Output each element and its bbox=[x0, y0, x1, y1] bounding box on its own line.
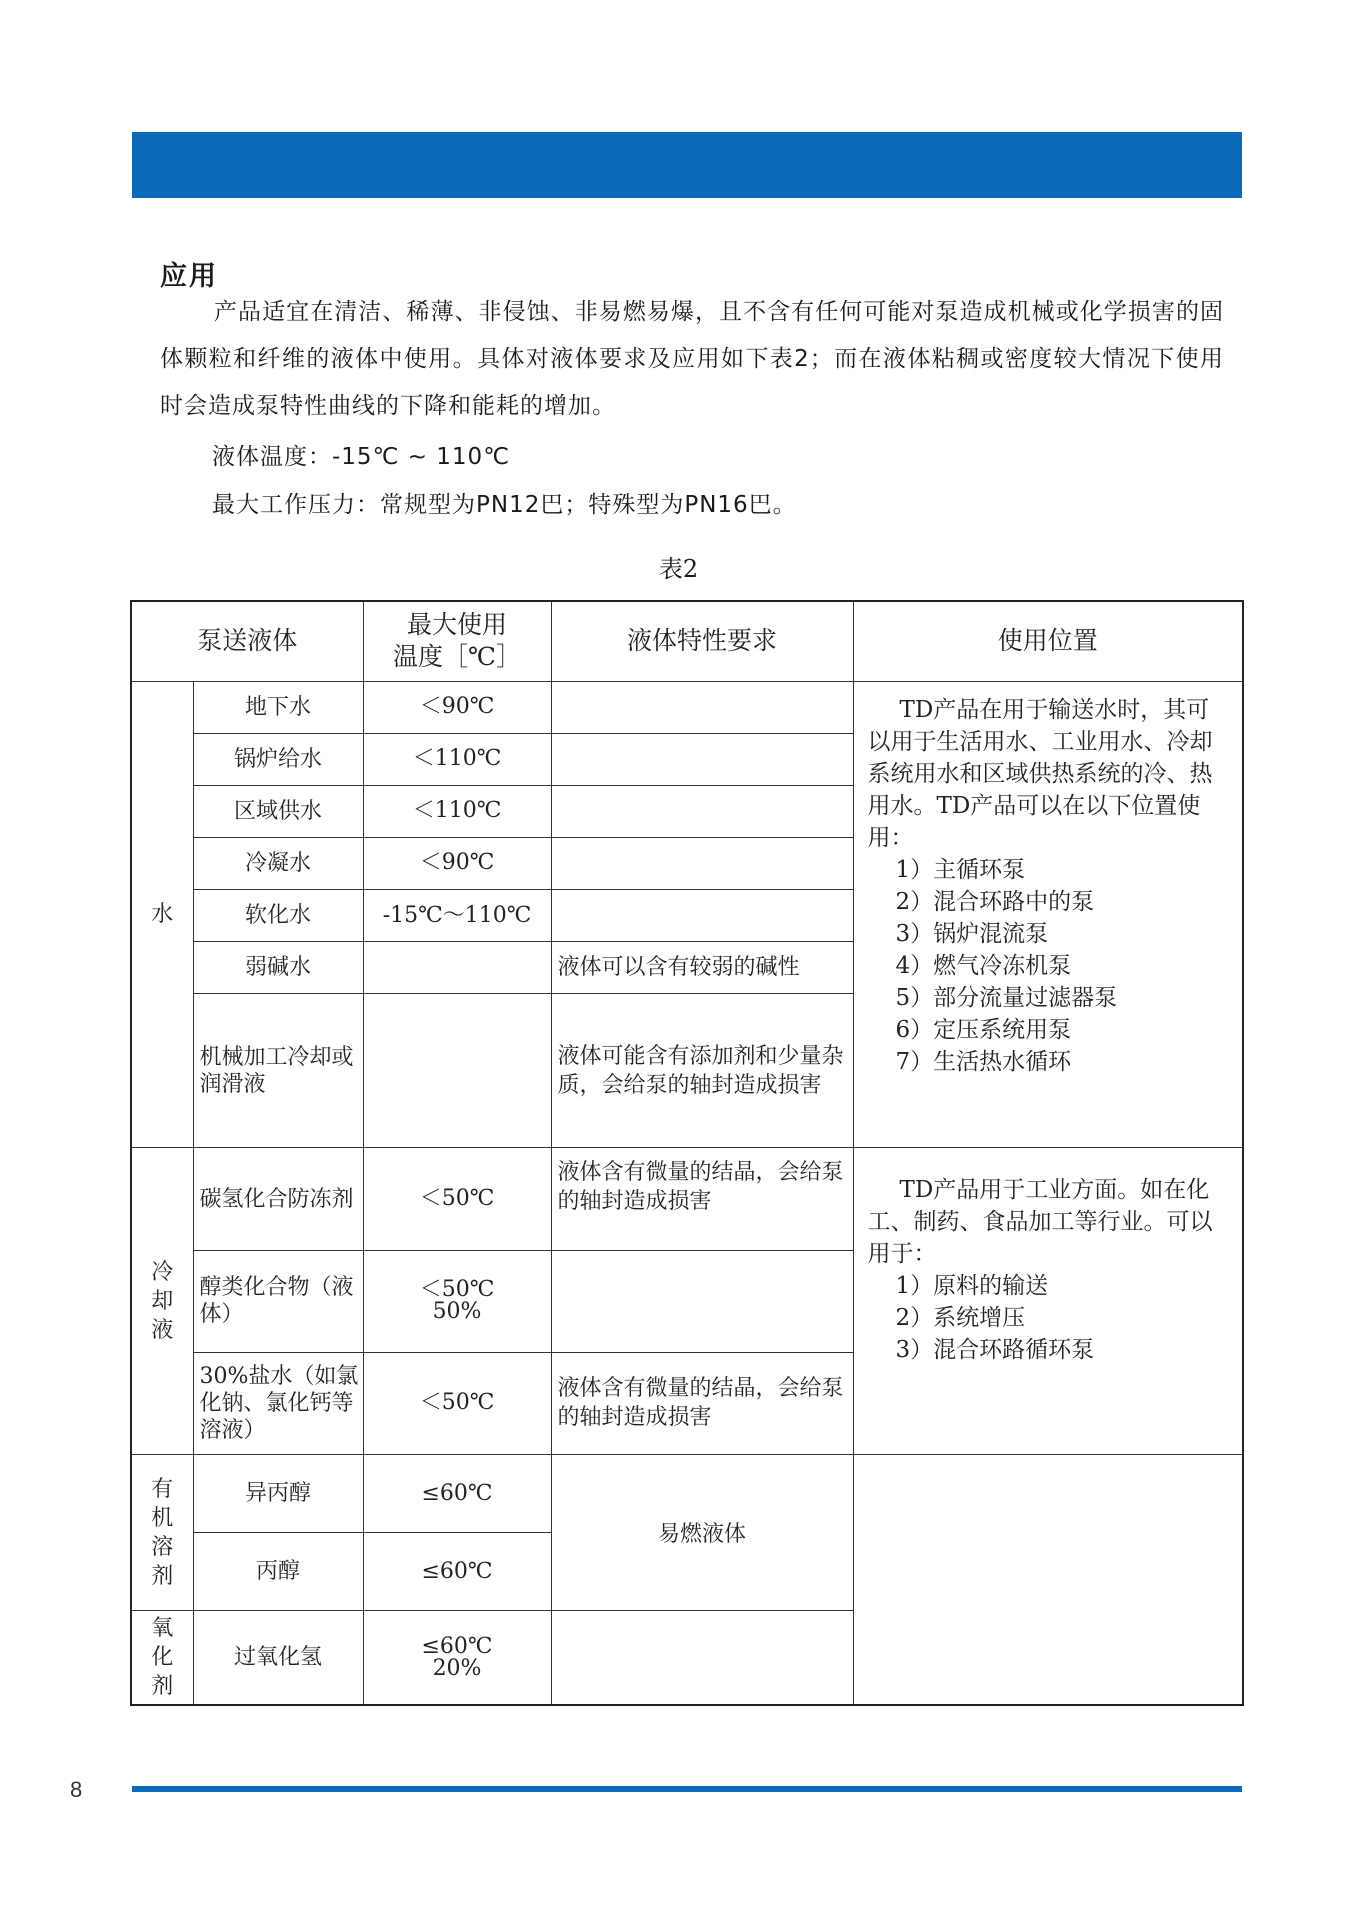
max-temp: ＜110℃ bbox=[363, 733, 551, 785]
liquid-name: 软化水 bbox=[193, 890, 363, 942]
paragraph-text: 产品适宜在清洁、稀薄、非侵蚀、非易燃易爆，且不含有任何可能对泵造成机械或化学损害的固体颗粒和纤维的液体中使用。具体对液体要求及应用如下表2；而在液体粘稠或密度较大情况下使用时会造成泵特性曲线的下降和能耗的增加。 bbox=[160, 299, 1224, 419]
coolant-location-item: 1）原料的输送 bbox=[895, 1273, 1049, 1300]
coolant-location-cell bbox=[853, 1148, 1243, 1455]
coolant-location-item: 3）混合环路循环泵 bbox=[895, 1337, 1095, 1364]
max-temp: ≤60℃ 20% bbox=[363, 1611, 551, 1705]
requirement bbox=[551, 1250, 853, 1352]
max-temp: ≤60℃ bbox=[363, 1454, 551, 1532]
liquid-name: 醇类化合物（液体） bbox=[193, 1250, 363, 1352]
header-temp: 最大使用 温度［℃］ bbox=[363, 601, 551, 681]
requirement bbox=[551, 785, 853, 837]
liquid-name: 机械加工冷却或润滑液 bbox=[193, 994, 363, 1148]
liquid-name: 地下水 bbox=[193, 681, 363, 733]
header-requirement: 液体特性要求 bbox=[551, 601, 853, 681]
group-organic: 有 机 溶 剂 bbox=[131, 1454, 193, 1610]
water-location-item: 4）燃气冷冻机泵 bbox=[895, 952, 1072, 979]
max-temp: ＜50℃ 50% bbox=[363, 1250, 551, 1352]
max-temp: ＜50℃ bbox=[363, 1352, 551, 1454]
header-liquid: 泵送液体 bbox=[131, 601, 363, 681]
max-temp: ＜110℃ bbox=[363, 785, 551, 837]
water-location-item: 7）生活热水循环 bbox=[895, 1048, 1072, 1075]
requirement: 液体可以含有较弱的碱性 bbox=[551, 942, 853, 994]
requirement bbox=[551, 837, 853, 889]
table-row bbox=[131, 681, 1243, 733]
max-temp: -15℃～110℃ bbox=[363, 890, 551, 942]
max-temp: ＜90℃ bbox=[363, 681, 551, 733]
empty-location-cell bbox=[853, 1454, 1243, 1705]
header-row bbox=[131, 601, 1243, 681]
max-temp: ＜90℃ bbox=[363, 837, 551, 889]
group-oxidizer: 氧 化 剂 bbox=[131, 1611, 193, 1705]
header-location: 使用位置 bbox=[853, 601, 1243, 681]
liquid-name: 丙醇 bbox=[193, 1533, 363, 1611]
water-location-item: 1）主循环泵 bbox=[895, 856, 1026, 883]
liquid-name: 锅炉给水 bbox=[193, 733, 363, 785]
liquid-name: 碳氢化合防冻剂 bbox=[193, 1148, 363, 1250]
requirement bbox=[551, 1611, 853, 1705]
water-location-cell bbox=[853, 681, 1243, 1148]
group-coolant: 冷 却 液 bbox=[131, 1148, 193, 1455]
water-location-item: 3）锅炉混流泵 bbox=[895, 920, 1049, 947]
max-pressure-line: 最大工作压力：常规型为PN12巴；特殊型为PN16巴。 bbox=[212, 492, 797, 518]
requirement bbox=[551, 890, 853, 942]
application-table bbox=[130, 600, 1244, 1706]
water-location-intro: TD产品在用于输送水时，其可以用于生活用水、工业用水、冷却系统用水和区域供热系统的冷、热用水。TD产品可以在以下位置使用： bbox=[867, 696, 1213, 851]
requirement: 液体含有微量的结晶，会给泵的轴封造成损害 bbox=[551, 1148, 853, 1250]
header-band bbox=[132, 132, 1242, 198]
liquid-name: 过氧化氢 bbox=[193, 1611, 363, 1705]
coolant-location-intro: TD产品用于工业方面。如在化工、制药、食品加工等行业。可以用于： bbox=[867, 1177, 1213, 1268]
table-row bbox=[131, 1148, 1243, 1250]
liquid-name: 30%盐水（如氯化钠、氯化钙等溶液） bbox=[193, 1352, 363, 1454]
liquid-name: 异丙醇 bbox=[193, 1454, 363, 1532]
requirement: 液体可能含有添加剂和少量杂质，会给泵的轴封造成损害 bbox=[551, 994, 853, 1148]
water-location-item: 5）部分流量过滤器泵 bbox=[895, 984, 1118, 1011]
water-location-item: 6）定压系统用泵 bbox=[895, 1016, 1072, 1043]
coolant-location-item: 2）系统增压 bbox=[895, 1305, 1026, 1332]
section-heading: 应用 bbox=[160, 261, 218, 292]
max-temp: ＜50℃ bbox=[363, 1148, 551, 1250]
group-water: 水 bbox=[131, 681, 193, 1148]
liquid-name: 弱碱水 bbox=[193, 942, 363, 994]
page-number: 8 bbox=[70, 1777, 83, 1802]
intro-paragraph bbox=[160, 289, 1224, 430]
liquid-name: 冷凝水 bbox=[193, 837, 363, 889]
table-caption: 表2 bbox=[658, 555, 699, 583]
water-location-item: 2）混合环路中的泵 bbox=[895, 888, 1095, 915]
footer-rule bbox=[132, 1786, 1242, 1792]
liquid-temp-line: 液体温度：-15℃ ~ 110℃ bbox=[212, 444, 511, 470]
requirement: 液体含有微量的结晶，会给泵的轴封造成损害 bbox=[551, 1352, 853, 1454]
requirement bbox=[551, 733, 853, 785]
max-temp bbox=[363, 994, 551, 1148]
liquid-name: 区域供水 bbox=[193, 785, 363, 837]
table-row bbox=[131, 1454, 1243, 1532]
max-temp: ≤60℃ bbox=[363, 1533, 551, 1611]
requirement bbox=[551, 681, 853, 733]
max-temp bbox=[363, 942, 551, 994]
flammable-note: 易燃液体 bbox=[551, 1454, 853, 1610]
